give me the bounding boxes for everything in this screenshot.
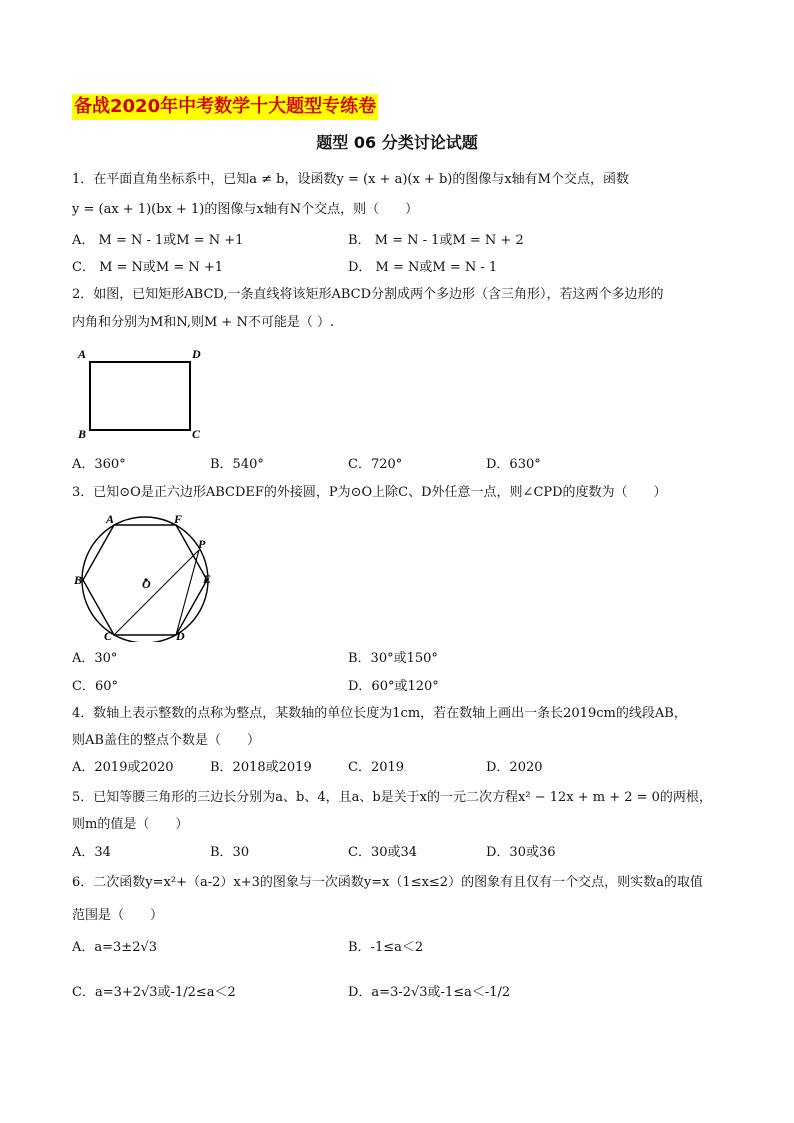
label-b: B xyxy=(78,427,87,441)
label-b: B xyxy=(74,573,83,587)
q6-stem-line2: 范围是（ ） xyxy=(72,908,164,923)
q4-option-c: C．2019 xyxy=(348,760,405,775)
q1-stem-line2: y = (ax + 1)(bx + 1)的图像与x轴有N个交点，则（ ） xyxy=(72,202,419,217)
q3-option-c: C．60° xyxy=(72,679,118,694)
q3-option-d: D．60°或120° xyxy=(348,679,439,694)
label-p: P xyxy=(198,537,206,551)
rectangle-abcd xyxy=(90,362,190,430)
rectangle-figure xyxy=(72,346,212,442)
q2-option-a: A．360° xyxy=(72,457,126,472)
q5-option-a: A．34 xyxy=(72,845,111,860)
q2-option-c: C．720° xyxy=(348,457,403,472)
label-o: O xyxy=(142,577,151,591)
q2-option-b: B．540° xyxy=(210,457,264,472)
q4-option-b: B．2018或2019 xyxy=(210,760,312,775)
label-f: F xyxy=(174,512,183,526)
label-d: D xyxy=(192,347,201,361)
q5-option-c: C．30或34 xyxy=(348,845,418,860)
q6-option-a: A．a=3±2√3 xyxy=(72,940,158,955)
q3-stem-line1: 3．已知⊙O是正六边形ABCDEF的外接圆，P为⊙O上除C、D外任意一点，则∠CPD的度数为（ ） xyxy=(72,485,667,500)
q5-option-d: D．30或36 xyxy=(486,845,556,860)
q1-option-d: D． M = N或M = N - 1 xyxy=(348,260,498,275)
label-d: D xyxy=(176,629,185,642)
q4-stem-line1: 4．数轴上表示整数的点称为整点，某数轴的单位长度为1cm，若在数轴上画出一条长2019cm的线段AB， xyxy=(72,706,687,721)
q1-option-c: C． M = N或M = N +1 xyxy=(72,260,224,275)
q2-option-d: D．630° xyxy=(486,457,541,472)
q4-option-a: A．2019或2020 xyxy=(72,760,174,775)
q2-stem-line1: 2．如图，已知矩形ABCD,一条直线将该矩形ABCD分割成两个多边形（含三角形），若这两个多边形的 xyxy=(72,287,664,302)
hexagon-circle-figure xyxy=(72,510,222,642)
label-a: A xyxy=(78,347,87,361)
q4-stem-line2: 则AB盖住的整点个数是（ ） xyxy=(72,733,260,748)
q6-stem-line1: 6．二次函数y=x²+（a-2）x+3的图象与一次函数y=x（1≤x≤2）的图象有且仅有一个交点，则实数a的取值 xyxy=(72,875,703,890)
q1-option-b: B． M = N - 1或M = N + 2 xyxy=(348,233,524,248)
q5-stem-line2: 则m的值是（ ） xyxy=(72,817,189,832)
segment-dp xyxy=(176,550,199,635)
q6-option-b: B．-1≤a＜2 xyxy=(348,940,424,955)
label-e: E xyxy=(203,572,212,586)
q3-option-a: A．30° xyxy=(72,651,118,666)
q6-option-d: D．a=3-2√3或-1≤a＜-1/2 xyxy=(348,985,511,1000)
q2-stem-line2: 内角和分别为M和N,则M + N不可能是（ ）. xyxy=(72,315,335,330)
section-title: 题型 06 分类讨论试题 xyxy=(316,133,478,152)
q4-option-d: D．2020 xyxy=(486,760,543,775)
q1-stem-line1: 1．在平面直角坐标系中，已知a ≠ b，设函数y = (x + a)(x + b)的图像与x轴有M个交点，函数 xyxy=(72,172,629,187)
q1-option-a: A． M = N - 1或M = N +1 xyxy=(72,233,244,248)
label-c: C xyxy=(192,427,201,441)
q3-option-b: B．30°或150° xyxy=(348,651,438,666)
q5-stem-line1: 5．已知等腰三角形的三边长分别为a、b、4，且a、b是关于x的一元二次方程x² − 12x + m + 2 = 0的两根， xyxy=(72,790,712,805)
segment-cp xyxy=(114,550,199,635)
q6-option-c: C．a=3+2√3或-1/2≤a＜2 xyxy=(72,985,236,1000)
exam-banner: 备战2020年中考数学十大题型专练卷 xyxy=(72,94,378,120)
q5-option-b: B．30 xyxy=(210,845,250,860)
label-c: C xyxy=(104,629,113,642)
label-a: A xyxy=(106,512,115,526)
